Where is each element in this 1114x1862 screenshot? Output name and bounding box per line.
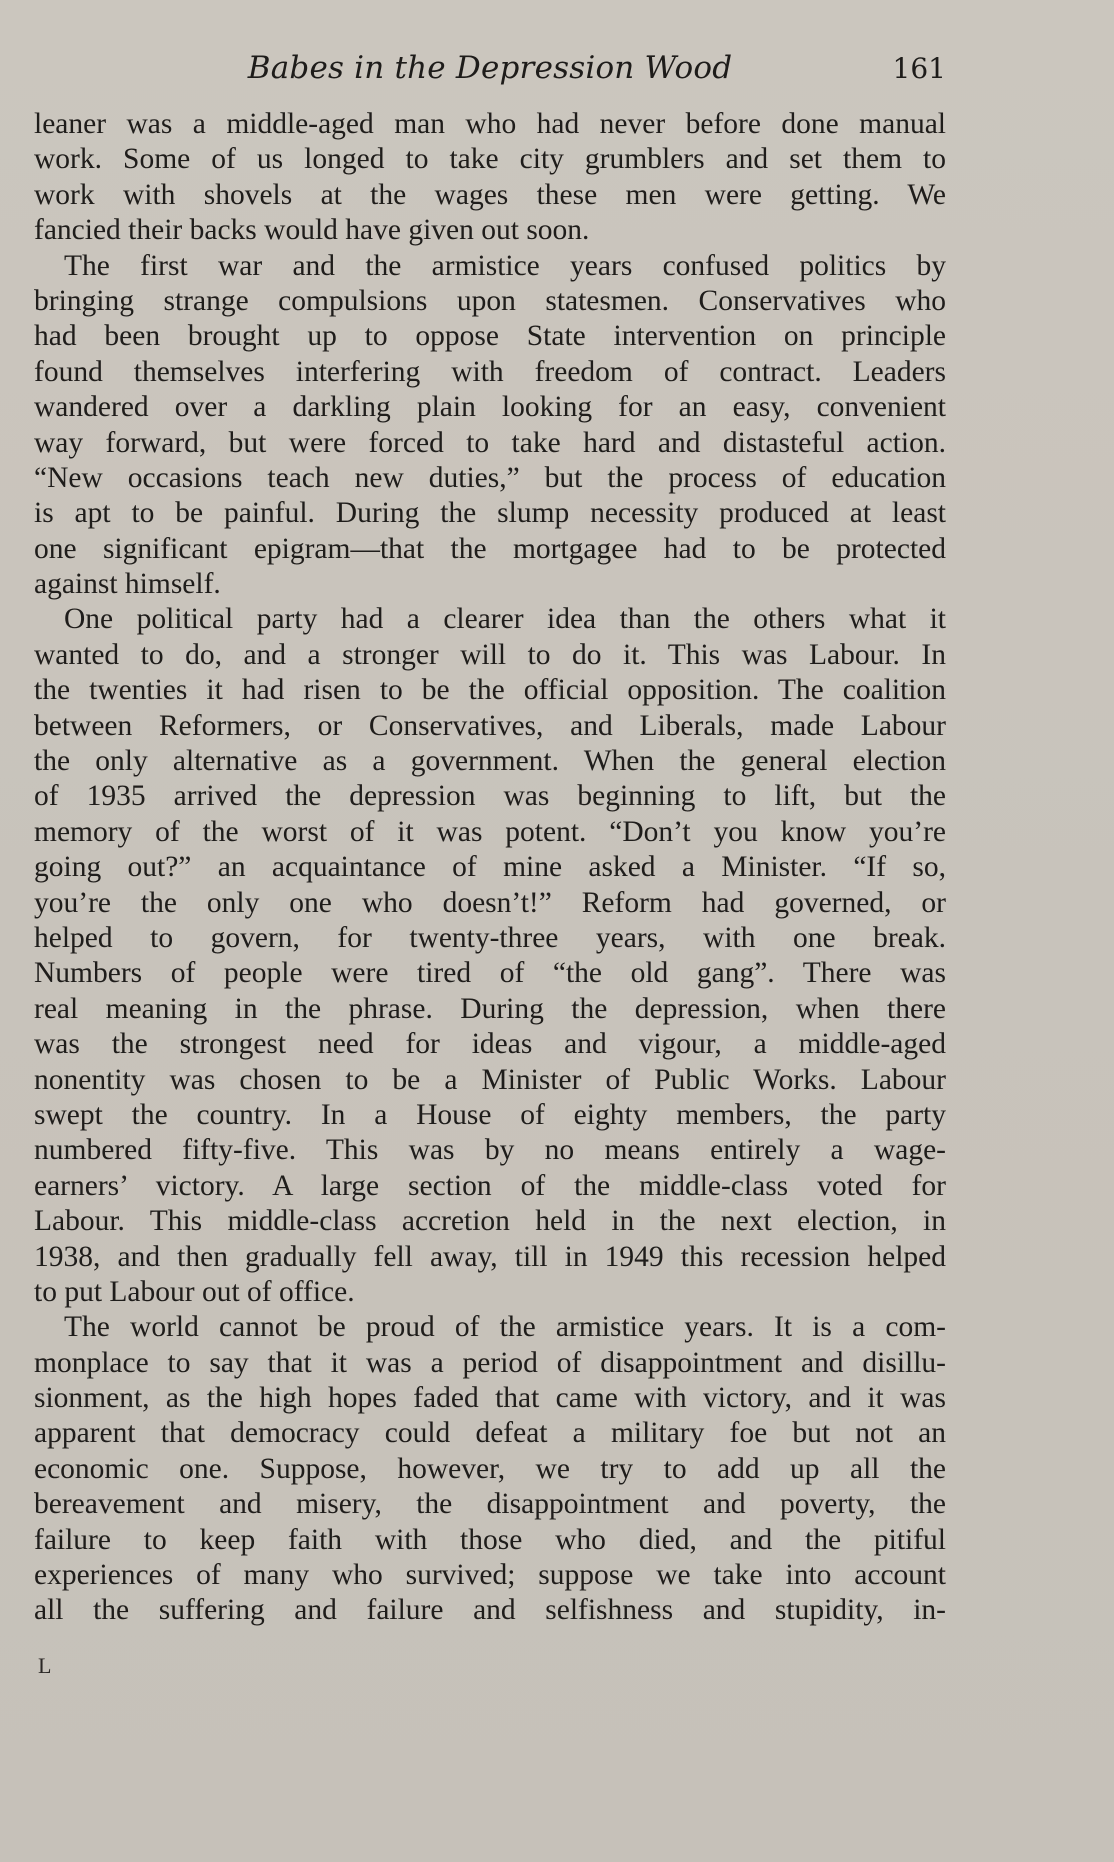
text-line: One political party had a clearer idea than the others what it xyxy=(64,603,946,636)
text-line: monplace to say that it was a period of disappointment and disillu- xyxy=(34,1346,946,1379)
text-line: work. Some of us longed to take city grumblers and set them to xyxy=(34,143,946,176)
text-line: against himself. xyxy=(34,568,221,601)
text-line: The world cannot be proud of the armistice years. It is a com- xyxy=(64,1311,946,1344)
text-line: going out?” an acquaintance of mine asked a Minister. “If so, xyxy=(34,851,946,884)
text-line: fancied their backs would have given out soon. xyxy=(34,214,590,247)
text-line: real meaning in the phrase. During the depression, when there xyxy=(34,992,946,1025)
text-line: 1938, and then gradually fell away, till in 1949 this recession helped xyxy=(34,1240,946,1273)
text-line: had been brought up to oppose State intervention on principle xyxy=(34,320,946,353)
text-line: found themselves interfering with freedom of contract. Leaders xyxy=(34,355,946,388)
text-line: bringing strange compulsions upon statesmen. Conservatives who xyxy=(34,284,946,317)
text-line: Numbers of people were tired of “the old gang”. There was xyxy=(34,957,946,990)
body-text xyxy=(34,107,946,1629)
text-line: you’re the only one who doesn’t!” Reform had governed, or xyxy=(34,886,946,919)
signature-mark: L xyxy=(38,1653,52,1678)
text-line: between Reformers, or Conservatives, and Liberals, made Labour xyxy=(34,709,946,742)
text-line: to put Labour out of office. xyxy=(34,1275,355,1308)
text-line: economic one. Suppose, however, we try to add up all the xyxy=(34,1452,946,1485)
text-line: bereavement and misery, the disappointment and poverty, the xyxy=(34,1488,946,1521)
text-line: the twenties it had risen to be the official opposition. The coalition xyxy=(34,674,946,707)
text-line: earners’ victory. A large section of the middle-class voted for xyxy=(34,1169,946,1202)
text-line: of 1935 arrived the depression was beginning to lift, but the xyxy=(34,780,946,813)
text-line: experiences of many who survived; suppose we take into account xyxy=(34,1559,946,1592)
text-line: helped to govern, for twenty-three years, with one break. xyxy=(34,921,946,954)
text-line: the only alternative as a government. When the general election xyxy=(34,745,946,778)
text-line: memory of the worst of it was potent. “Don’t you know you’re xyxy=(34,815,946,848)
text-line: leaner was a middle-aged man who had never before done manual xyxy=(34,108,946,140)
text-line: wanted to do, and a stronger will to do it. This was Labour. In xyxy=(34,638,946,671)
text-line: numbered fifty-five. This was by no means entirely a wage- xyxy=(34,1134,946,1167)
text-line: swept the country. In a House of eighty members, the party xyxy=(34,1098,946,1131)
text-line: one significant epigram—that the mortgagee had to be protected xyxy=(34,532,946,565)
text-line: work with shovels at the wages these men were getting. We xyxy=(34,178,946,211)
running-head xyxy=(34,50,946,96)
text-line: all the suffering and failure and selfishness and stupidity, in- xyxy=(34,1594,946,1627)
text-line: was the strongest need for ideas and vigour, a middle-aged xyxy=(34,1028,946,1061)
text-line: failure to keep faith with those who died, and the pitiful xyxy=(34,1523,946,1556)
text-line: way forward, but were forced to take hard and distasteful action. xyxy=(34,426,946,459)
text-line: “New occasions teach new duties,” but the process of education xyxy=(34,461,946,494)
text-line: wandered over a darkling plain looking for an easy, convenient xyxy=(34,391,946,424)
text-line: The first war and the armistice years confused politics by xyxy=(64,249,946,282)
text-line: sionment, as the high hopes faded that came with victory, and it was xyxy=(34,1382,946,1415)
page-number: 161 xyxy=(892,52,946,85)
running-title: Babes in the Depression Wood xyxy=(247,50,733,86)
text-line: apparent that democracy could defeat a military foe but not an xyxy=(34,1417,946,1450)
text-line: Labour. This middle-class accretion held in the next election, in xyxy=(34,1205,946,1238)
text-line: is apt to be painful. During the slump necessity produced at least xyxy=(34,497,946,530)
text-line: nonentity was chosen to be a Minister of Public Works. Labour xyxy=(34,1063,946,1096)
